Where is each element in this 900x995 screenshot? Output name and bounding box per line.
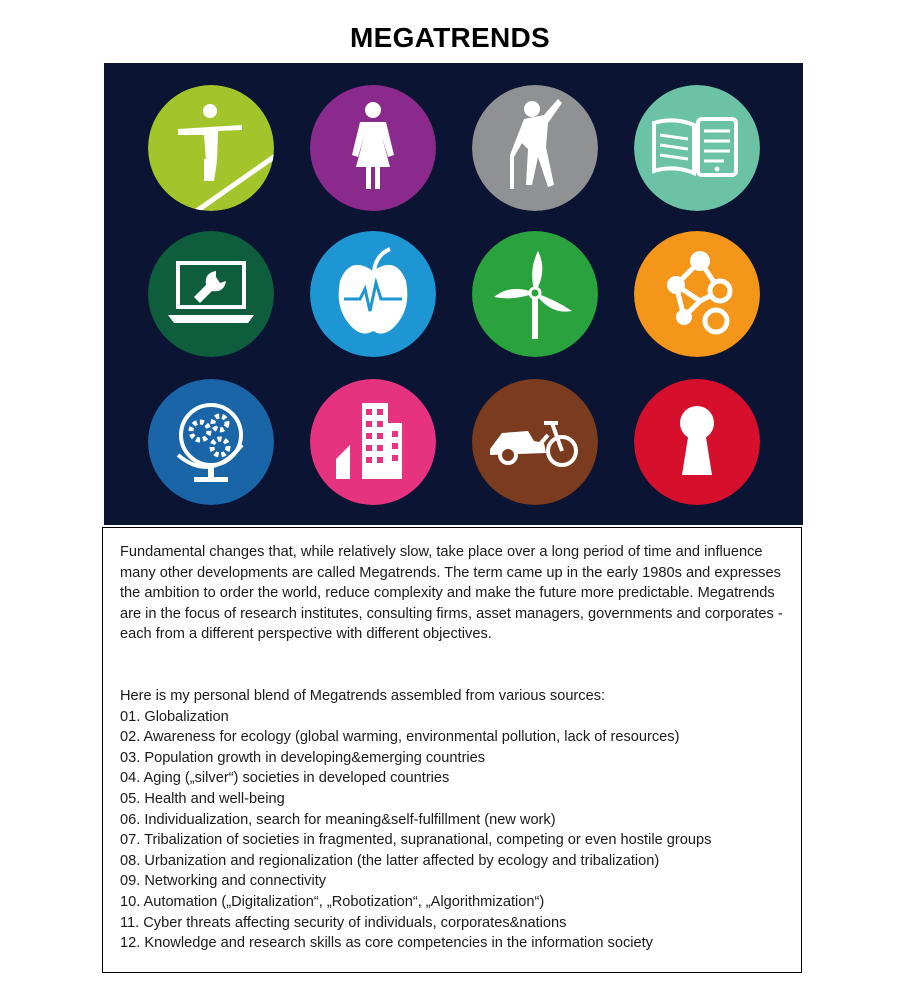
list-item: 04. Aging („silver“) societies in developed countries [120,770,450,787]
list-item: 08. Urbanization and regionalization (the latter affected by ecology and tribalization) [120,852,660,869]
list-item: 10. Automation („Digitalization“, „Robotization“, „Algorithmization“) [120,893,545,910]
list-item: 05. Health and well-being [120,790,285,807]
list-item: 01. Globalization [120,708,229,725]
car-bicycle-icon [472,379,598,505]
apple-heartbeat-icon [310,231,436,357]
list-item: 06. Individualization, search for meaning&self-fulfillment (new work) [120,811,556,828]
list-item: 12. Knowledge and research skills as core competencies in the information society [120,935,653,952]
keyhole-icon [634,379,760,505]
description-paragraph: Fundamental changes that, while relatively slow, take place over a long period of time and influence many other developments are called Megatrends. The term came up in the early 1980s and expresses the ambition to order the world, reduce complexity and make the future more predictable. Megatrends are in the focus of research institutes, consulting firms, asset managers, governments and corporates - each from a different perspective with different objectives. [120,544,783,643]
page-title: MEGATRENDS [349,22,551,53]
network-nodes-icon [634,231,760,357]
megatrends-description-box [102,527,802,973]
woman-figure-icon [310,85,436,211]
elderly-person-icon [472,85,598,211]
tightrope-walker-icon [148,85,274,211]
wind-turbine-icon [472,231,598,357]
list-item: 02. Awareness for ecology (global warming, environmental pollution, lack of resources) [120,729,680,746]
list-item: 09. Networking and connectivity [120,873,327,890]
laptop-wrench-icon [148,231,274,357]
list-item: 03. Population growth in developing&emerging countries [120,749,486,766]
list-item: 07. Tribalization of societies in fragmented, supranational, competing or even hostile groups [120,832,712,849]
megatrends-list [120,686,711,954]
buildings-icon [310,379,436,505]
list-intro: Here is my personal blend of Megatrends assembled from various sources: [120,688,606,704]
globe-gears-icon [148,379,274,505]
list-item: 11. Cyber threats affecting security of individuals, corporates&nations [120,914,567,931]
megatrends-icon-panel [104,63,803,525]
book-tablet-icon [634,85,760,211]
